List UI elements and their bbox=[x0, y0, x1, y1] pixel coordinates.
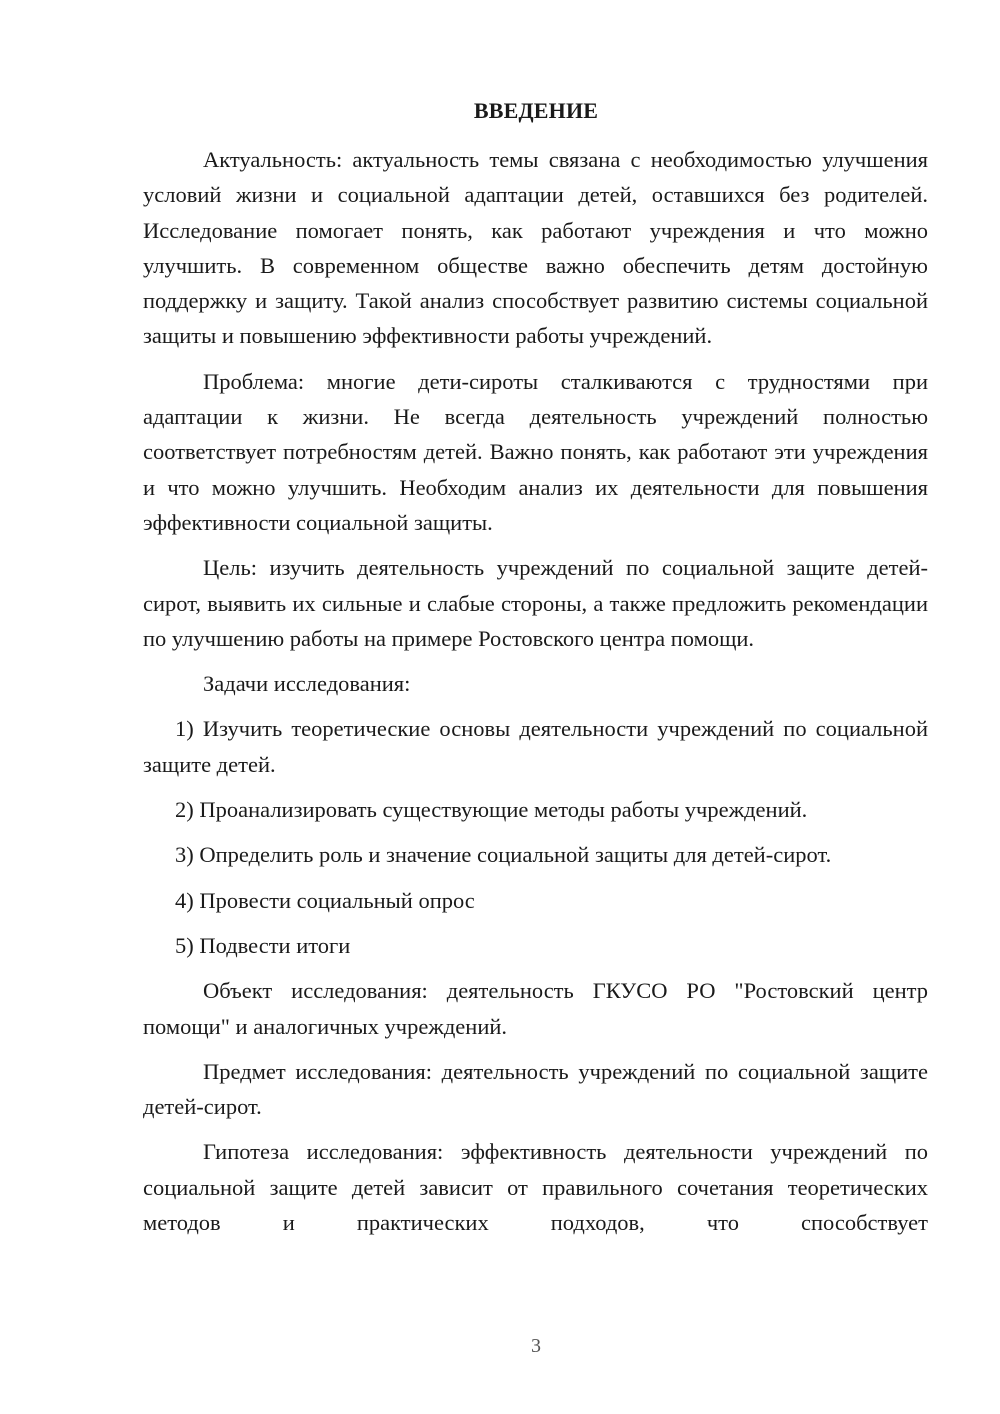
paragraph-subject: Предмет исследования: деятельность учреждений по социальной защите детей-сирот. bbox=[143, 1058, 928, 1120]
paragraph-relevance: Актуальность: актуальность темы связана с необходимостью улучшения условий жизни и социальной адаптации детей, оставшихся без родителей. Исследование помогает понять, как работают учреждения и что можно улучшить. В современном обществе важно обеспечить детям достойную поддержку и защиту. Такой анализ способствует развитию системы социальной защиты и повышению эффективности работы учреждений. bbox=[143, 147, 928, 349]
task-item: 1) Изучить теоретические основы деятельности учреждений по социальной защите детей. bbox=[143, 716, 928, 777]
task-item: 5) Подвести итоги bbox=[175, 932, 351, 958]
section-heading: ВВЕДЕНИЕ bbox=[473, 98, 599, 123]
page-number: 3 bbox=[531, 1335, 541, 1357]
paragraph-problem: Проблема: многие дети-сироты сталкиваются с трудностями при адаптации к жизни. Не всегда деятельность учреждений полностью соответствует потребностям детей. Важно понять, как работают эти учреждения и что можно улучшить. Необходим анализ их деятельности для повышения эффективности социальной защиты. bbox=[143, 368, 928, 535]
paragraph-object: Объект исследования: деятельность ГКУСО РО "Ростовский центр помощи" и аналогичных учреждений. bbox=[143, 978, 928, 1039]
task-item: 4) Провести социальный опрос bbox=[175, 887, 475, 913]
task-item: 2) Проанализировать существующие методы работы учреждений. bbox=[175, 797, 808, 823]
task-item: 3) Определить роль и значение социальной защиты для детей-сирот. bbox=[175, 842, 832, 868]
paragraph-goal: Цель: изучить деятельность учреждений по социальной защите детей-сирот, выявить их сильные и слабые стороны, а также предложить рекомендации по улучшению работы на примере Ростовского центра помощи. bbox=[143, 555, 928, 651]
paragraph-hypothesis: Гипотеза исследования: эффективность деятельности учреждений по социальной защите детей зависит от правильного сочетания теоретических методов и практических подходов, что способствует bbox=[143, 1139, 928, 1236]
document-body bbox=[143, 142, 928, 1250]
tasks-title: Задачи исследования: bbox=[203, 671, 411, 697]
